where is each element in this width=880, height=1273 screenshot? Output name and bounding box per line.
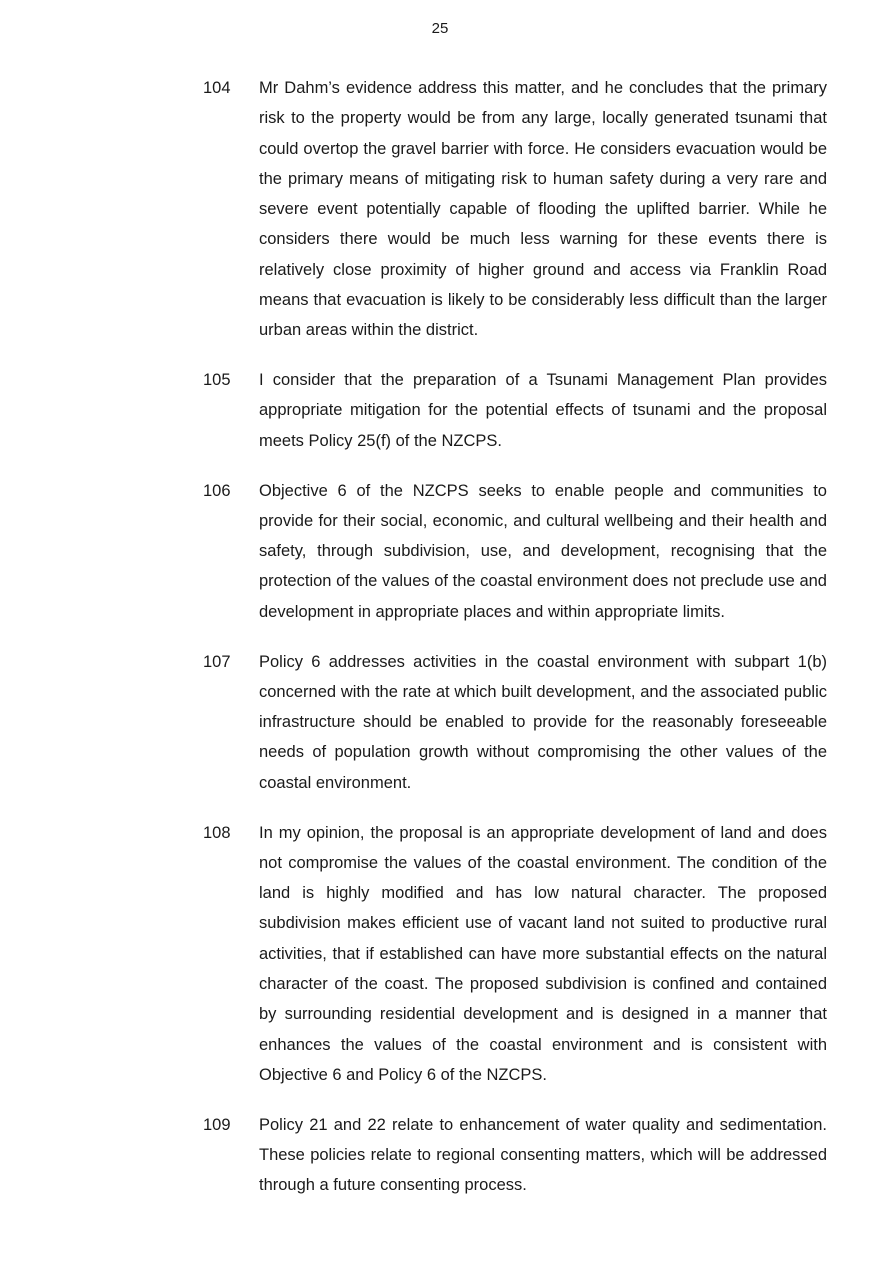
paragraph-number: 104 (203, 79, 231, 97)
page-number: 25 (431, 20, 449, 37)
paragraph-list (203, 73, 827, 1220)
paragraph-number: 105 (203, 371, 231, 390)
paragraph-number: 106 (203, 481, 231, 500)
paragraph-number: 107 (203, 652, 231, 671)
paragraph-106 (203, 476, 827, 627)
paragraph-text: Mr Dahm’s evidence address this matter, and he concludes that the primary risk to the property would be from any large, locally generated tsunami that could overtop the gravel barrier with force. He considers evacuation would be the primary means of mitigating risk to human safety during a very rare and severe event potentially capable of flooding the uplifted barrier. While he considers there would be much less warning for these events there is relatively close proximity of higher ground and access via Franklin Road means that evacuation is likely to be considerably less difficult than the larger urban areas within the district. (259, 79, 827, 340)
paragraph-text: I consider that the preparation of a Tsunami Management Plan provides appropriate mitigation for the potential effects of tsunami and the proposal meets Policy 25(f) of the NZCPS. (259, 371, 827, 450)
paragraph-text: Objective 6 of the NZCPS seeks to enable people and communities to provide for their social, economic, and cultural wellbeing and their health and safety, through subdivision, use, and development, recognising that the protection of the values of the coastal environment does not preclude use and development in appropriate places and within appropriate limits. (259, 481, 827, 621)
paragraph-105 (203, 365, 827, 456)
paragraph-text: In my opinion, the proposal is an appropriate development of land and does not compromise the values of the coastal environment. The condition of the land is highly modified and has low natural character. The proposed subdivision makes efficient use of vacant land not suited to productive rural activities, that if established can have more substantial effects on the natural character of the coast. The proposed subdivision is confined and contained by surrounding residential development and is designed in a manner that enhances the values of the coastal environment and is consistent with Objective 6 and Policy 6 of the NZCPS. (259, 823, 827, 1084)
paragraph-number: 109 (203, 1115, 231, 1134)
paragraph-108 (203, 818, 827, 1091)
paragraph-number: 108 (203, 823, 231, 842)
paragraph-text: Policy 21 and 22 relate to enhancement of water quality and sedimentation. These policies relate to regional consenting matters, which will be addressed through a future consenting process. (259, 1115, 827, 1195)
paragraph-text: Policy 6 addresses activities in the coastal environment with subpart 1(b) concerned with the rate at which built development, and the associated public infrastructure should be enabled to provide for the reasonably foreseeable needs of population growth without compromising the other values of the coastal environment. (259, 652, 827, 792)
paragraph-109 (203, 1110, 827, 1201)
paragraph-104 (203, 73, 827, 346)
paragraph-107 (203, 647, 827, 798)
